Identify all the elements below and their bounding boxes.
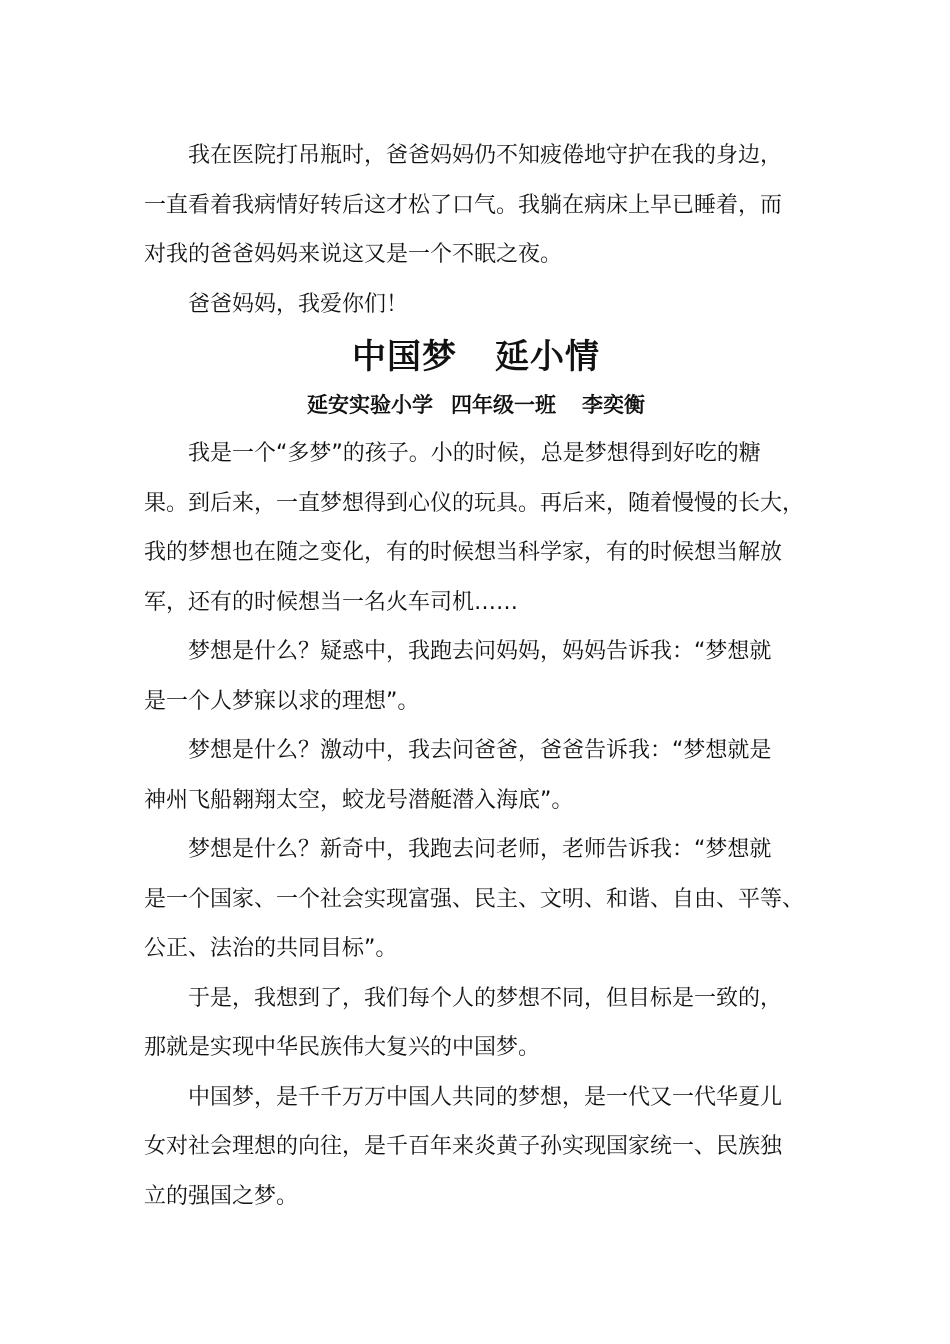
text-line: 我是一个“多梦”的孩子。小的时候，总是梦想得到好吃的糖	[188, 441, 761, 466]
author-name: 李奕衡	[582, 393, 645, 417]
school-name: 延安实验小学	[307, 393, 433, 417]
title-part-2: 延小情	[495, 337, 600, 377]
class-name: 四年级一班	[451, 393, 556, 417]
text-line: 立的强国之梦。	[144, 1183, 299, 1209]
text-line: 梦想是什么？新奇中，我跑去问老师，老师告诉我：“梦想就	[188, 837, 772, 862]
text-line: 中国梦，是千千万万中国人共同的梦想，是一代又一代华夏儿	[188, 1084, 783, 1110]
paragraph	[144, 429, 808, 627]
document-body	[144, 131, 808, 1221]
text-line: 一直看着我病情好转后这才松了口气。我躺在病床上早已睡着，而	[144, 192, 783, 218]
text-line: 女对社会理想的向往，是千百年来炎黄子孙实现国家统一、民族独	[144, 1134, 783, 1159]
article-byline	[144, 382, 808, 429]
paragraph	[144, 627, 808, 726]
text-line: 是一个人梦寐以求的理想”。	[144, 688, 420, 714]
text-line: 果。到后来，一直梦想得到心仪的玩具。再后来，随着慢慢的长大，	[144, 490, 805, 516]
text-line: 于是，我想到了，我们每个人的梦想不同，但目标是一致的，	[188, 985, 783, 1011]
text-line: 是一个国家、一个社会实现富强、民主、文明、和谐、自由、平等、	[144, 886, 805, 912]
paragraph	[144, 1073, 808, 1222]
paragraph	[144, 726, 808, 825]
text-line: 军，还有的时候想当一名火车司机……	[144, 589, 519, 615]
title-part-1: 中国梦	[352, 337, 457, 377]
previous-article-section	[144, 131, 808, 329]
text-line: 爸爸妈妈，我爱你们！	[188, 291, 409, 317]
article-body	[144, 429, 808, 1221]
paragraph	[144, 280, 808, 330]
text-line: 对我的爸爸妈妈来说这又是一个不眠之夜。	[144, 242, 563, 267]
text-line: 梦想是什么？疑惑中，我跑去问妈妈，妈妈告诉我：“梦想就	[188, 639, 772, 664]
text-line: 那就是实现中华民族伟大复兴的中国梦。	[144, 1035, 541, 1060]
text-line: 公正、法治的共同目标”。	[144, 936, 398, 961]
text-line: 梦想是什么？激动中，我去问爸爸，爸爸告诉我：“梦想就是	[188, 738, 772, 763]
text-line: 我的梦想也在随之变化，有的时候想当科学家，有的时候想当解放	[144, 540, 783, 565]
text-line: 我在医院打吊瓶时，爸爸妈妈仍不知疲倦地守护在我的身边，	[188, 143, 783, 168]
text-line: 神州飞船翱翔太空，蛟龙号潜艇潜入海底”。	[144, 787, 574, 813]
paragraph	[144, 131, 808, 280]
article-title	[144, 329, 808, 382]
paragraph	[144, 974, 808, 1073]
paragraph	[144, 825, 808, 974]
